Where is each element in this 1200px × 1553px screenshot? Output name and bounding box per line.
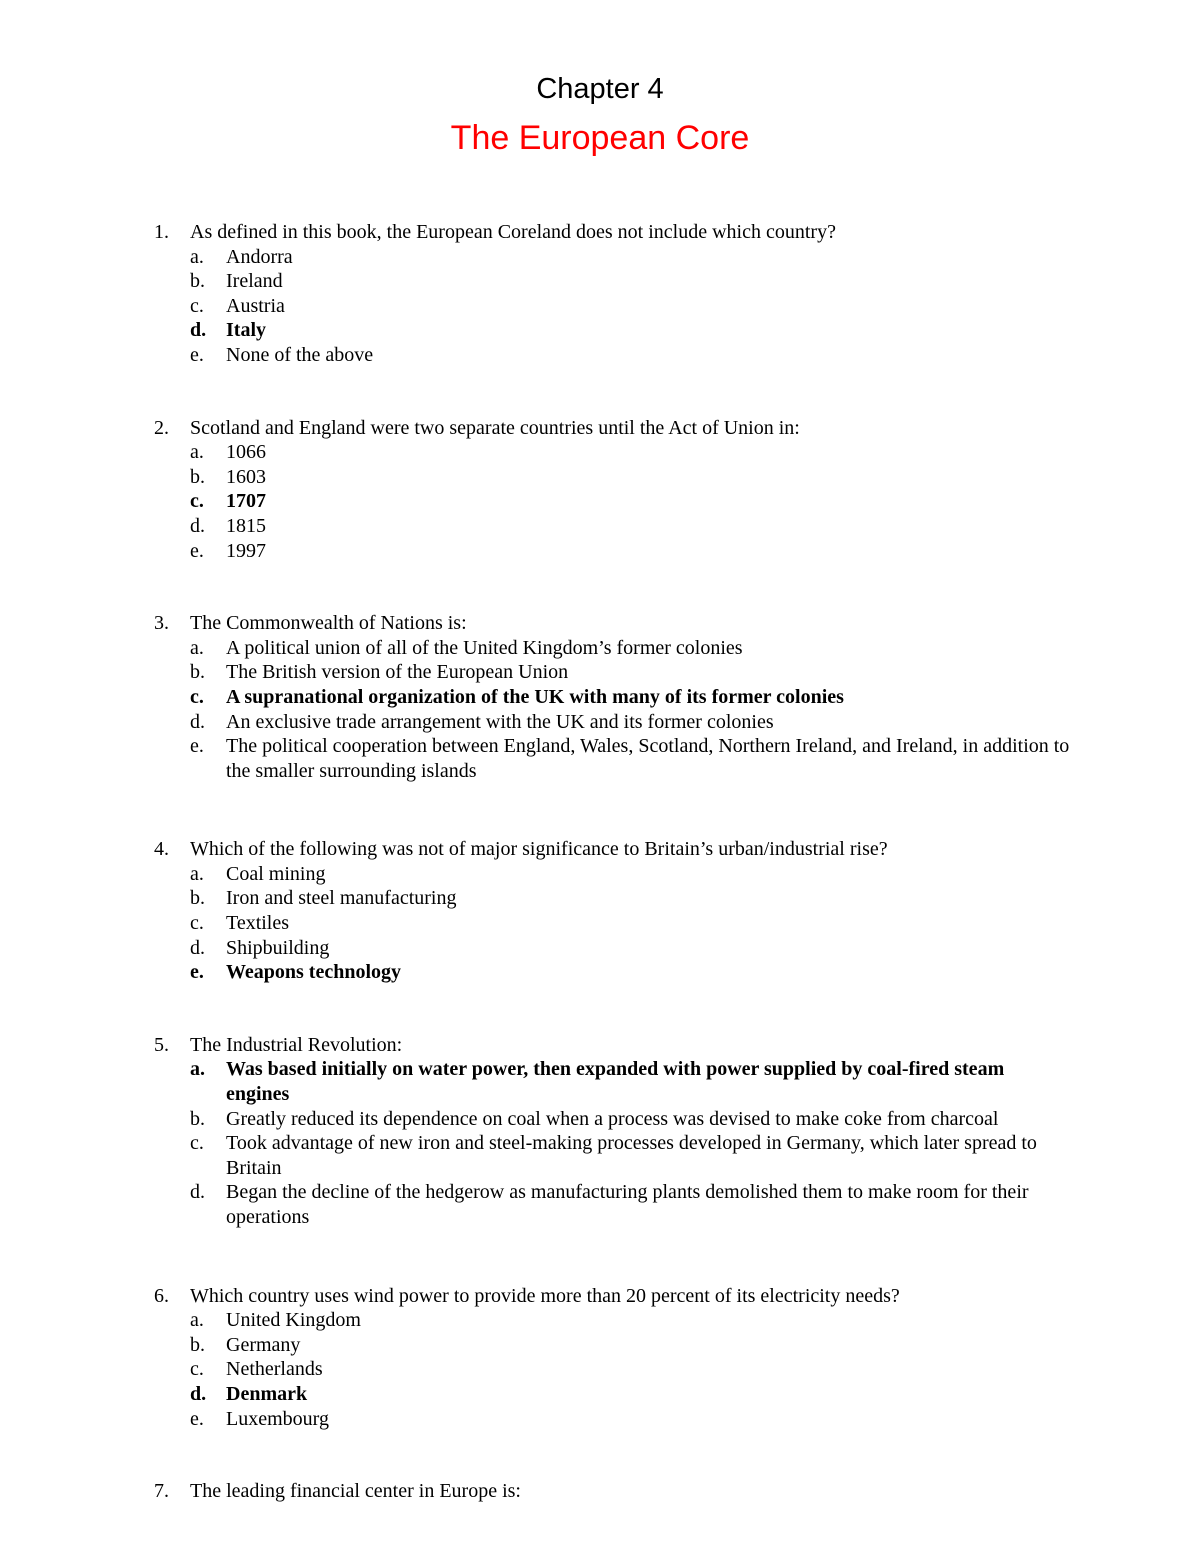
option-letter: e.: [190, 735, 204, 758]
answer-option: [190, 440, 1070, 465]
option-letter: b.: [190, 1333, 205, 1356]
option-letter: e.: [190, 539, 204, 562]
option-text: Weapons technology: [226, 961, 402, 984]
option-text: Coal mining: [226, 862, 326, 885]
chapter-title: The European Core: [450, 119, 750, 157]
option-text: Germany: [226, 1333, 301, 1356]
correct-answer-option: [190, 489, 1070, 514]
option-letter: b.: [190, 465, 205, 488]
chapter-heading: Chapter 4: [536, 73, 664, 105]
question-number: 6.: [154, 1284, 169, 1307]
answer-option: [190, 1131, 1070, 1180]
option-text: Was based initially on water power, then expanded with power supplied by coal-fired steam engines: [226, 1058, 1005, 1106]
question-5: [154, 1033, 1070, 1230]
question-2: [154, 416, 1070, 564]
option-letter: a.: [190, 441, 204, 464]
option-text: An exclusive trade arrangement with the UK and its former colonies: [226, 710, 774, 733]
question-6: [154, 1284, 1070, 1432]
question-list: [0, 220, 1200, 1504]
option-letter: e.: [190, 1407, 204, 1430]
question-3: [154, 611, 1070, 783]
answer-option: [190, 294, 1070, 319]
correct-answer-option: [190, 960, 1070, 985]
option-text: The political cooperation between England, Wales, Scotland, Northern Ireland, and Ireland, in addition to the smaller surrounding islands: [226, 735, 1070, 782]
answer-option: [190, 245, 1070, 270]
option-letter: a.: [190, 1058, 205, 1081]
option-letter: c.: [190, 685, 204, 708]
answer-option: [190, 862, 1070, 887]
answer-option: [190, 886, 1070, 911]
option-text: None of the above: [226, 343, 374, 366]
question-number: 5.: [154, 1033, 169, 1056]
answer-option: [190, 539, 1070, 564]
answer-option: [190, 936, 1070, 961]
question-7: [154, 1479, 1070, 1504]
question-text: As defined in this book, the European Coreland does not include which country?: [190, 221, 836, 243]
option-letter: c.: [190, 1358, 204, 1381]
option-letter: b.: [190, 270, 205, 293]
question-number: 4.: [154, 838, 169, 861]
option-text: Luxembourg: [226, 1407, 329, 1430]
answer-option: [190, 636, 1070, 661]
option-letter: b.: [190, 887, 205, 910]
option-letter: b.: [190, 661, 205, 684]
option-text: Took advantage of new iron and steel-making processes developed in Germany, which later spread to Britain: [226, 1132, 1037, 1179]
question-1: [154, 220, 1070, 368]
option-text: Shipbuilding: [226, 936, 330, 959]
option-text: Iron and steel manufacturing: [226, 887, 457, 910]
option-letter: a.: [190, 245, 204, 268]
question-number: 2.: [154, 416, 169, 439]
question-text: Which of the following was not of major significance to Britain’s urban/industrial rise?: [190, 838, 888, 861]
question-text: Which country uses wind power to provide more than 20 percent of its electricity needs?: [190, 1284, 900, 1307]
option-text: Netherlands: [226, 1358, 323, 1381]
correct-answer-option: [190, 685, 1070, 710]
option-text: United Kingdom: [226, 1309, 361, 1332]
option-text: 1997: [226, 539, 266, 562]
option-letter: c.: [190, 294, 204, 317]
correct-answer-option: [190, 318, 1070, 343]
question-number: 1.: [154, 221, 169, 243]
option-letter: d.: [190, 319, 207, 342]
answer-option: [190, 660, 1070, 685]
option-text: Began the decline of the hedgerow as manufacturing plants demolished them to make room for their operations: [226, 1181, 1029, 1228]
option-text: 1815: [226, 514, 266, 537]
option-text: 1707: [226, 490, 266, 513]
option-text: Andorra: [226, 245, 293, 268]
answer-option: [190, 734, 1070, 783]
option-letter: d.: [190, 1181, 205, 1204]
option-text: 1603: [226, 465, 266, 488]
answer-option: [190, 1180, 1070, 1229]
answer-option: [190, 1333, 1070, 1358]
option-letter: e.: [190, 343, 204, 366]
question-text: The leading financial center in Europe is:: [190, 1480, 521, 1503]
option-letter: d.: [190, 710, 205, 733]
question-4: [154, 837, 1070, 985]
option-letter: d.: [190, 514, 205, 537]
option-text: A political union of all of the United Kingdom’s former colonies: [226, 636, 743, 659]
option-text: Austria: [226, 294, 285, 317]
answer-option: [190, 710, 1070, 735]
option-text: Greatly reduced its dependence on coal when a process was devised to make coke from charcoal: [226, 1107, 999, 1130]
answer-option: [190, 514, 1070, 539]
option-text: Textiles: [226, 912, 290, 935]
option-letter: d.: [190, 1382, 207, 1405]
option-text: The British version of the European Union: [226, 661, 569, 684]
option-text: 1066: [226, 441, 266, 464]
option-text: A supranational organization of the UK with many of its former colonies: [226, 685, 844, 708]
correct-answer-option: [190, 1382, 1070, 1407]
option-text: Italy: [226, 319, 266, 342]
answer-option: [190, 911, 1070, 936]
question-text: The Industrial Revolution:: [190, 1033, 403, 1056]
option-letter: c.: [190, 912, 204, 935]
option-letter: d.: [190, 936, 205, 959]
option-letter: c.: [190, 490, 204, 513]
question-text: Scotland and England were two separate countries until the Act of Union in:: [190, 416, 800, 439]
answer-option: [190, 465, 1070, 490]
answer-option: [190, 1308, 1070, 1333]
option-text: Denmark: [226, 1382, 308, 1405]
option-text: Ireland: [226, 270, 283, 293]
answer-option: [190, 343, 1070, 368]
option-letter: e.: [190, 961, 204, 984]
option-letter: b.: [190, 1107, 205, 1130]
question-number: 7.: [154, 1480, 169, 1503]
option-letter: a.: [190, 1309, 204, 1332]
answer-option: [190, 1357, 1070, 1382]
question-number: 3.: [154, 612, 169, 635]
answer-option: [190, 269, 1070, 294]
correct-answer-option: [190, 1057, 1070, 1106]
option-letter: a.: [190, 862, 204, 885]
answer-option: [190, 1407, 1070, 1432]
answer-option: [190, 1107, 1070, 1132]
question-text: The Commonwealth of Nations is:: [190, 612, 467, 635]
option-letter: a.: [190, 636, 204, 659]
option-letter: c.: [190, 1132, 204, 1155]
